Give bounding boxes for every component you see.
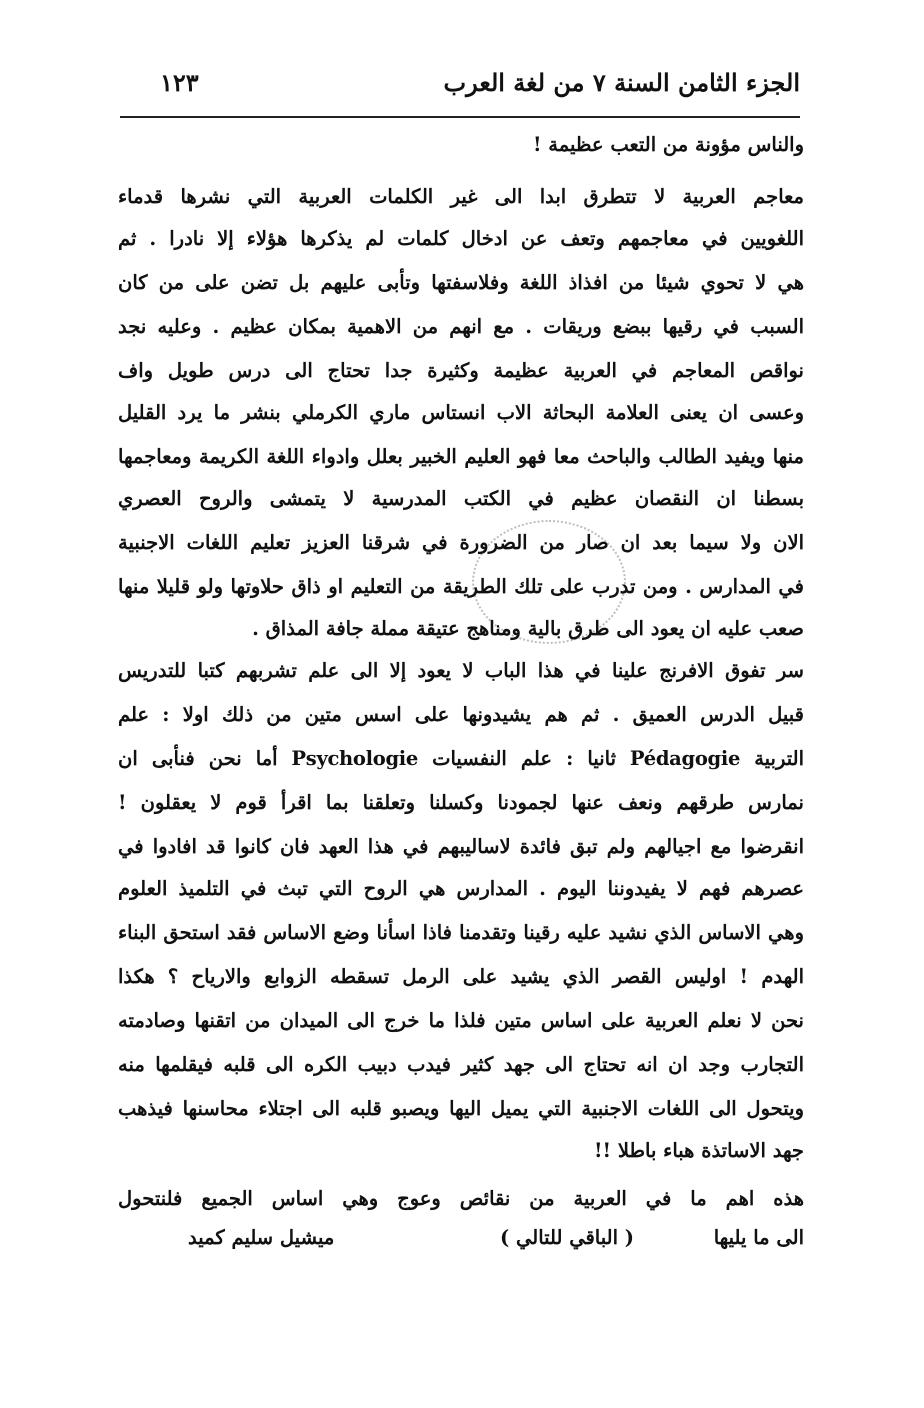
text-line: اللغويين في معاجمهم وتعف عن ادخال كلمات لم يذكرها هؤلاء إلا نادرا . ثم bbox=[118, 227, 804, 250]
page-number: ١٢٣ bbox=[160, 68, 199, 97]
text-line: الهدم ! اوليس القصر الذي يشيد على الرمل تسقطه الزوابع والارياح ؟ هكذا bbox=[118, 965, 804, 988]
text-line: سر تفوق الافرنج علينا في هذا الباب لا يعود إلا الى علم تشربهم كتبا للتدريس bbox=[118, 659, 804, 682]
text-line: التجارب وجد ان انه تحتاج الى جهد كثير فيدب دبيب الكره الى قلبه فيقلمها منه bbox=[118, 1053, 804, 1076]
text-line: وعسى ان يعنى العلامة البحاثة الاب انستاس ماري الكرملي بنشر ما يرد القليل bbox=[118, 401, 804, 424]
text-line: نحن لا نعلم العربية على اساس متين فلذا ما خرج الى الميدان من اتقنها وصادمته bbox=[118, 1009, 804, 1032]
running-title: الجزء الثامن السنة ٧ من لغة العرب bbox=[443, 68, 800, 97]
text-line: السبب في رقيها ببضع وريقات . مع انهم من الاهمية بمكان عظيم . وعليه نجد bbox=[118, 315, 804, 338]
text-line: ويتحول الى اللغات الاجنبية التي يميل اليها ويصبو قلبه الى اجتلاء محاسنها فيذهب bbox=[118, 1097, 804, 1120]
continued-note: ( الباقي للتالي ) bbox=[500, 1226, 634, 1249]
header-rule bbox=[120, 116, 800, 118]
text-line: معاجم العربية لا تتطرق ابدا الى غير الكلمات العربية التي نشرها قدماء bbox=[118, 185, 804, 208]
page-header bbox=[120, 62, 800, 108]
text-line: جهد الاساتذة هباء باطلا !! bbox=[593, 1139, 804, 1162]
text-line: انقرضوا مع اجيالهم ولم تبق فائدة لاساليبهم في هذا العهد فان كانوا قد افادوا في bbox=[118, 835, 804, 858]
text-line: في المدارس . ومن تدرب على تلك الطريقة من التعليم او ذاق حلاوتها ولو قليلا منها bbox=[118, 575, 804, 598]
text-line: نواقص المعاجم في العربية عظيمة وكثيرة جدا تحتاج الى درس طويل واف bbox=[118, 359, 804, 382]
text-line: التربية Pédagogie ثانيا : علم النفسيات Psychologie أما نحن فنأبى ان bbox=[118, 747, 804, 770]
text-line: بسطنا ان النقصان عظيم في الكتب المدرسية لا يتمشى والروح العصري bbox=[118, 487, 804, 510]
text-line: قبيل الدرس العميق . ثم هم يشيدونها على اسس متين من ذلك اولا : علم bbox=[118, 703, 804, 726]
text-line: الان ولا سيما بعد ان صار من الضرورة في شرقنا العزيز تعليم اللغات الاجنبية bbox=[118, 531, 804, 554]
text-line: صعب عليه ان يعود الى طرق بالية ومناهج عتيقة مملة جافة المذاق . bbox=[252, 617, 804, 640]
text-line: والناس مؤونة من التعب عظيمة ! bbox=[532, 133, 804, 156]
text-line: عصرهم فهم لا يفيدوننا اليوم . المدارس هي الروح التي تبث في التلميذ العلوم bbox=[118, 877, 804, 900]
text-line: هذه اهم ما في العربية من نقائص وعوج وهي اساس الجميع فلنتحول bbox=[118, 1187, 804, 1210]
text-line: هي لا تحوي شيئا من افذاذ اللغة وفلاسفتها وتأبى عليهم بل تضن على من كان bbox=[118, 271, 804, 294]
text-line: وهي الاساس الذي نشيد عليه رقينا وتقدمنا فاذا اسأنا وضع الاساس فقد استحق البناء bbox=[118, 921, 804, 944]
text-line: منها ويفيد الطالب والباحث معا فهو العليم الخبير بعلل وادواء اللغة الكريمة ومعاجمها bbox=[118, 445, 804, 468]
continuation-text: الى ما يليها bbox=[713, 1226, 804, 1249]
author-signature: ميشيل سليم كميد bbox=[188, 1226, 335, 1249]
text-line: نمارس طرقهم ونعف عنها لجمودنا وكسلنا وتعلقنا بما اقرأ قوم لا يعقلون ! bbox=[118, 791, 804, 814]
